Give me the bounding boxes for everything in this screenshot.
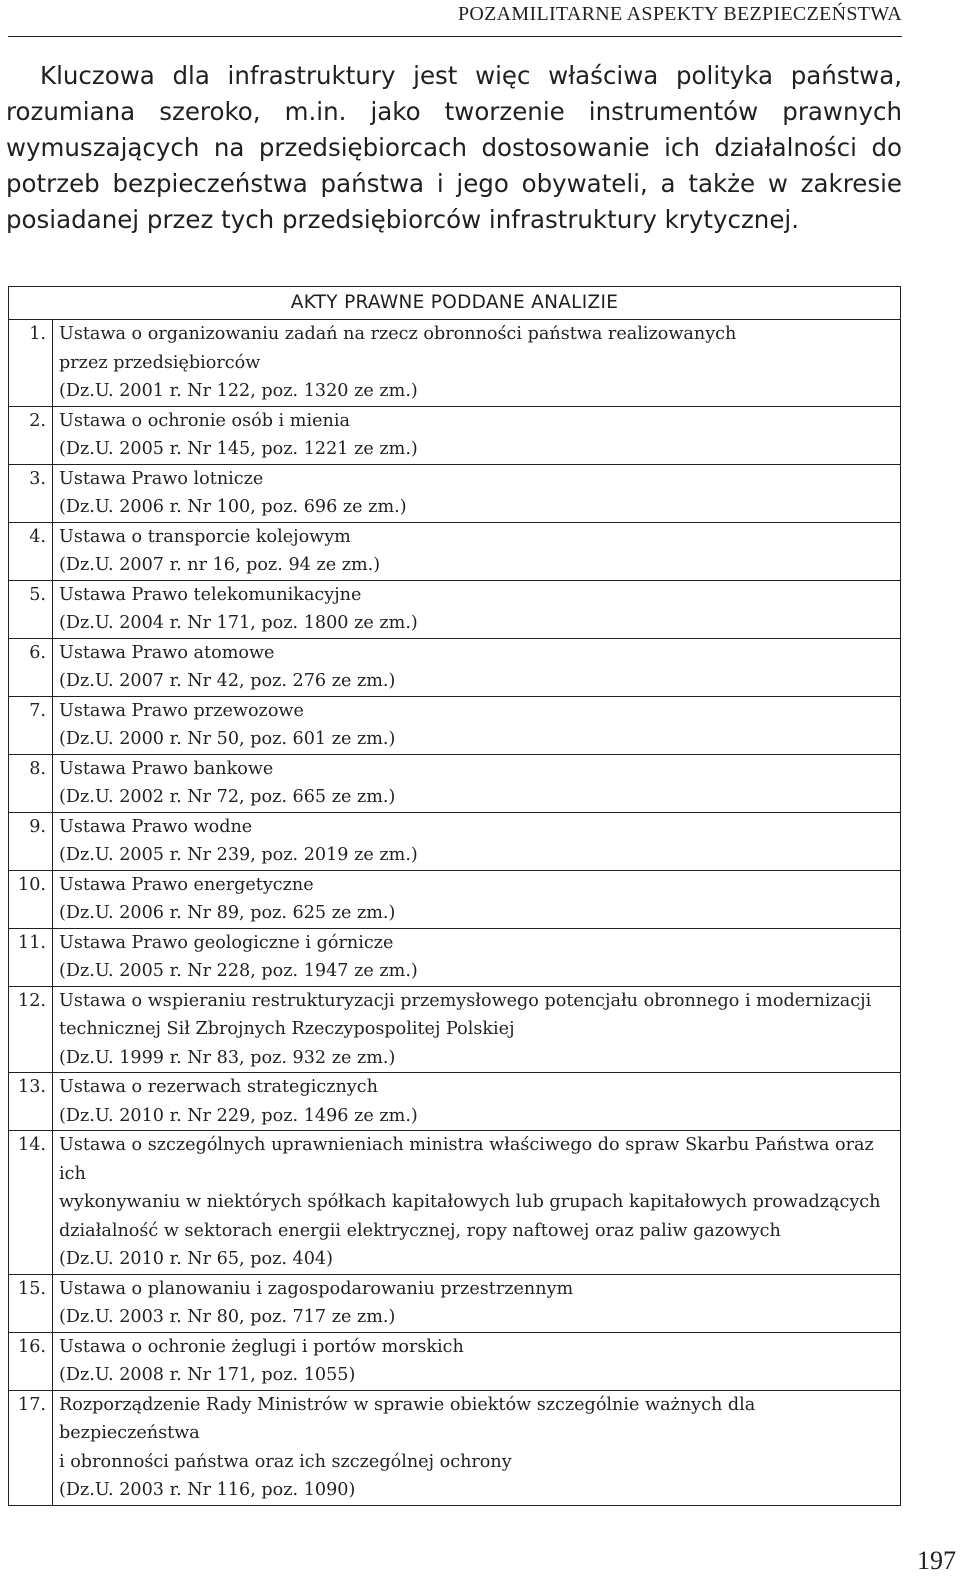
- act-line: Ustawa o rezerwach strategicznych: [59, 1077, 378, 1097]
- act-line: (Dz.U. 2006 r. Nr 100, poz. 696 ze zm.): [59, 497, 407, 517]
- act-description: [53, 580, 901, 638]
- table-row: [9, 928, 901, 986]
- page-number: 197: [917, 1546, 956, 1575]
- table-row: [9, 580, 901, 638]
- act-description: [53, 1332, 901, 1390]
- row-number: 17.: [9, 1390, 53, 1505]
- act-description: [53, 464, 901, 522]
- act-line: Ustawa Prawo wodne: [59, 816, 253, 837]
- act-line: Ustawa o transporcie kolejowym: [59, 526, 351, 547]
- row-number: 9.: [9, 812, 53, 870]
- intro-paragraph: Kluczowa dla infrastruktury jest więc właściwa polityka państwa, rozumiana szeroko, m.in. jako tworzenie instrumentów prawnych wymuszających na przedsiębiorcach dostosowanie ich działalności do potrzeb bezpieczeństwa państwa i jego obywateli, a także w zakresie posiadanej przez tych przedsiębiorców infrastruktury krytycznej.: [6, 61, 902, 234]
- header-rule: [8, 36, 902, 37]
- table-heading: AKTY PRAWNE PODDANE ANALIZIE: [9, 287, 901, 320]
- act-description: [53, 320, 901, 407]
- row-number: 12.: [9, 986, 53, 1073]
- table-row: [9, 638, 901, 696]
- act-line: Ustawa o szczególnych uprawnieniach ministra właściwego do spraw Skarbu Państwa oraz ich: [59, 1135, 874, 1184]
- table-row: [9, 1332, 901, 1390]
- row-number: 15.: [9, 1274, 53, 1332]
- act-description: [53, 1274, 901, 1332]
- row-number: 5.: [9, 580, 53, 638]
- act-description: [53, 406, 901, 464]
- row-number: 10.: [9, 870, 53, 928]
- act-line: (Dz.U. 2010 r. Nr 65, poz. 404): [59, 1249, 333, 1269]
- table-row: [9, 986, 901, 1073]
- act-description: [53, 1073, 901, 1131]
- act-line: (Dz.U. 2006 r. Nr 89, poz. 625 ze zm.): [59, 903, 396, 923]
- table-row: [9, 696, 901, 754]
- act-line: Ustawa o ochronie osób i mienia: [59, 410, 350, 431]
- table-body: [9, 320, 901, 1506]
- act-line: technicznej Sił Zbrojnych Rzeczypospolitej Polskiej: [59, 1019, 515, 1039]
- table-row: [9, 1073, 901, 1131]
- act-line: Ustawa Prawo geologiczne i górnicze: [59, 932, 394, 953]
- act-description: [53, 696, 901, 754]
- table-row: [9, 1390, 901, 1505]
- act-line: (Dz.U. 2005 r. Nr 145, poz. 1221 ze zm.): [59, 439, 418, 459]
- act-line: i obronności państwa oraz ich szczególnej ochrony: [59, 1451, 512, 1472]
- act-line: (Dz.U. 2007 r. nr 16, poz. 94 ze zm.): [59, 555, 381, 575]
- row-number: 7.: [9, 696, 53, 754]
- row-number: 3.: [9, 464, 53, 522]
- act-line: (Dz.U. 1999 r. Nr 83, poz. 932 ze zm.): [59, 1047, 396, 1068]
- legal-acts-table: [8, 286, 901, 1506]
- act-line: Ustawa Prawo atomowe: [59, 642, 275, 663]
- act-description: [53, 928, 901, 986]
- act-line: (Dz.U. 2005 r. Nr 239, poz. 2019 ze zm.): [59, 845, 418, 865]
- act-line: Ustawa Prawo energetyczne: [59, 874, 314, 895]
- table-row: [9, 754, 901, 812]
- row-number: 4.: [9, 522, 53, 580]
- table-row: [9, 870, 901, 928]
- table-row: [9, 406, 901, 464]
- act-line: (Dz.U. 2003 r. Nr 80, poz. 717 ze zm.): [59, 1307, 396, 1327]
- act-line: Ustawa Prawo lotnicze: [59, 468, 264, 489]
- act-line: Ustawa Prawo przewozowe: [59, 700, 304, 721]
- act-line: (Dz.U. 2005 r. Nr 228, poz. 1947 ze zm.): [59, 961, 418, 981]
- act-line: Ustawa o wspieraniu restrukturyzacji przemysłowego potencjału obronnego i modernizacji: [59, 990, 872, 1011]
- table-row: [9, 1131, 901, 1275]
- act-line: (Dz.U. 2010 r. Nr 229, poz. 1496 ze zm.): [59, 1105, 418, 1126]
- act-line: (Dz.U. 2002 r. Nr 72, poz. 665 ze zm.): [59, 787, 396, 807]
- table-row: [9, 812, 901, 870]
- act-description: [53, 638, 901, 696]
- act-description: [53, 1131, 901, 1275]
- row-number: 11.: [9, 928, 53, 986]
- row-number: 6.: [9, 638, 53, 696]
- act-line: działalność w sektorach energii elektrycznej, ropy naftowej oraz paliw gazowych: [59, 1220, 781, 1241]
- act-description: [53, 870, 901, 928]
- table-row: [9, 1274, 901, 1332]
- act-line: (Dz.U. 2000 r. Nr 50, poz. 601 ze zm.): [59, 729, 396, 749]
- row-number: 13.: [9, 1073, 53, 1131]
- act-line: Ustawa Prawo telekomunikacyjne: [59, 584, 362, 605]
- table-row: [9, 464, 901, 522]
- table-row: [9, 522, 901, 580]
- act-description: [53, 812, 901, 870]
- act-line: Rozporządzenie Rady Ministrów w sprawie obiektów szczególnie ważnych dla bezpieczeństwa: [59, 1394, 756, 1443]
- act-line: Ustawa o ochronie żeglugi i portów morskich: [59, 1336, 464, 1357]
- act-description: [53, 1390, 901, 1505]
- row-number: 14.: [9, 1131, 53, 1275]
- act-line: (Dz.U. 2003 r. Nr 116, poz. 1090): [59, 1480, 356, 1500]
- act-line: (Dz.U. 2004 r. Nr 171, poz. 1800 ze zm.): [59, 613, 418, 633]
- act-description: [53, 754, 901, 812]
- running-header: POZAMILITARNE ASPEKTY BEZPIECZEŃSTWA: [457, 3, 902, 25]
- act-line: (Dz.U. 2008 r. Nr 171, poz. 1055): [59, 1365, 356, 1385]
- act-description: [53, 986, 901, 1073]
- table-row: [9, 320, 901, 407]
- act-description: [53, 522, 901, 580]
- act-line: przez przedsiębiorców: [59, 352, 261, 373]
- row-number: 16.: [9, 1332, 53, 1390]
- act-line: Ustawa o organizowaniu zadań na rzecz obronności państwa realizowanych: [59, 324, 737, 344]
- row-number: 1.: [9, 320, 53, 407]
- row-number: 8.: [9, 754, 53, 812]
- row-number: 2.: [9, 406, 53, 464]
- act-line: (Dz.U. 2001 r. Nr 122, poz. 1320 ze zm.): [59, 381, 418, 401]
- act-line: wykonywaniu w niektórych spółkach kapitałowych lub grupach kapitałowych prowadzących: [59, 1192, 881, 1212]
- act-line: Ustawa Prawo bankowe: [59, 758, 274, 779]
- act-line: (Dz.U. 2007 r. Nr 42, poz. 276 ze zm.): [59, 671, 396, 691]
- act-line: Ustawa o planowaniu i zagospodarowaniu przestrzennym: [59, 1278, 574, 1299]
